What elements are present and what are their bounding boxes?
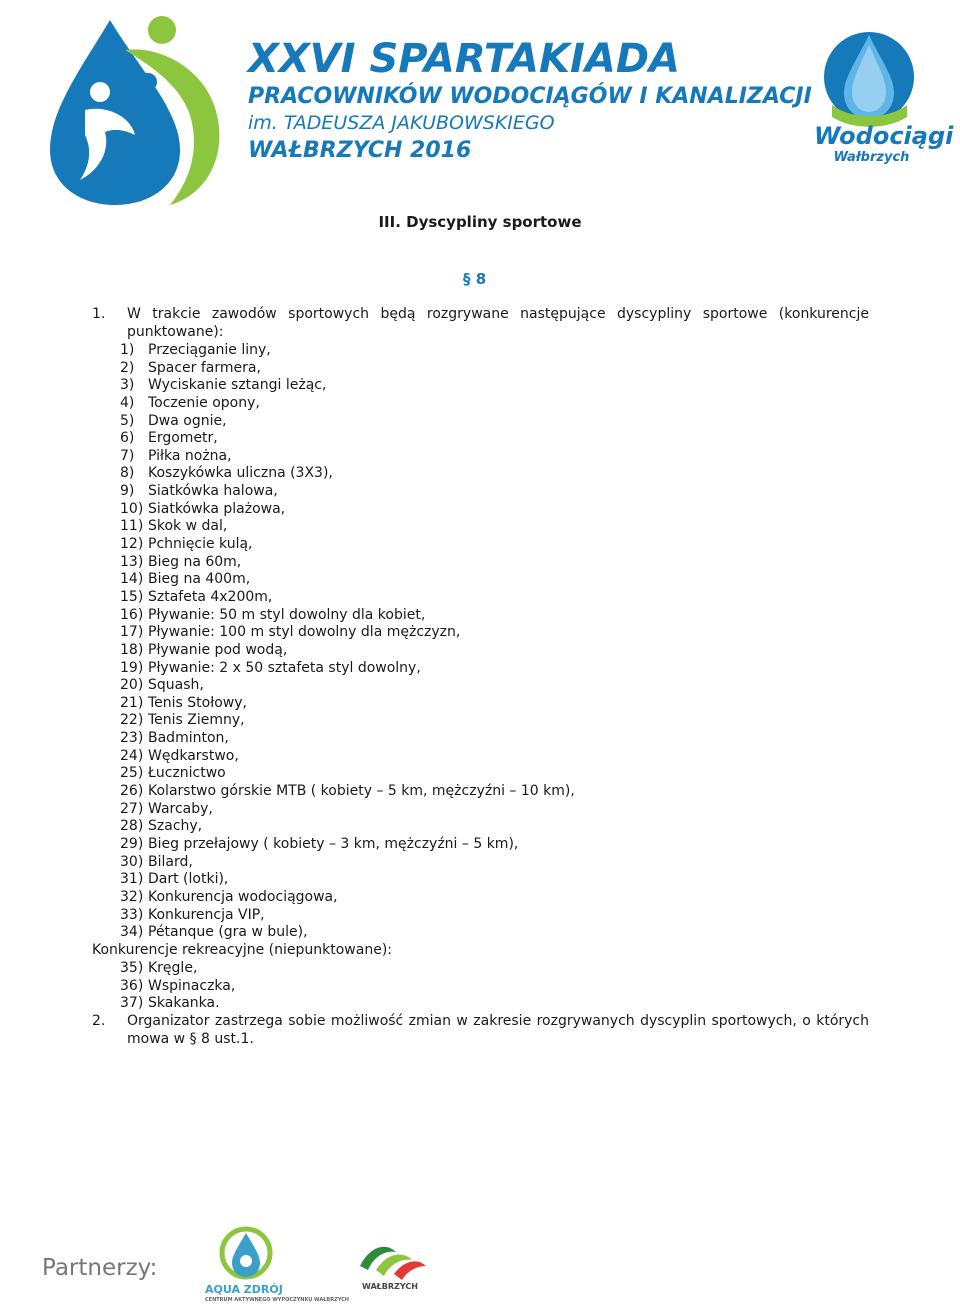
discipline-item bbox=[120, 907, 575, 925]
event-subtitle: PRACOWNIKÓW WODOCIĄGÓW I KANALIZACJI bbox=[248, 84, 812, 109]
discipline-item-number: 31) bbox=[120, 871, 144, 888]
discipline-item bbox=[120, 377, 575, 395]
discipline-item-number: 5) bbox=[120, 412, 135, 429]
discipline-item-number: 15) bbox=[120, 588, 144, 605]
recreational-list bbox=[120, 960, 235, 1013]
wodociagi-logo-text: Wodociągi bbox=[814, 122, 954, 150]
discipline-item-number: 11) bbox=[120, 518, 144, 535]
recreational-item-number: 37) bbox=[120, 995, 144, 1012]
discipline-item bbox=[120, 413, 575, 431]
discipline-item-number: 17) bbox=[120, 624, 144, 641]
discipline-item bbox=[120, 554, 575, 572]
discipline-item-label: Spacer farmera, bbox=[148, 359, 261, 376]
discipline-item-number: 26) bbox=[120, 783, 144, 800]
point-2-text: Organizator zastrzega sobie możliwość zmian w zakresie rozgrywanych dyscyplin sportowych, o których mowa w § 8 ust.1. bbox=[127, 1013, 869, 1047]
discipline-item bbox=[120, 712, 575, 730]
event-patron: im. TADEUSZA JAKUBOWSKIEGO bbox=[248, 112, 555, 134]
recreational-item-number: 36) bbox=[120, 977, 144, 994]
discipline-item-number: 6) bbox=[120, 430, 135, 447]
discipline-item-label: Sztafeta 4x200m, bbox=[148, 588, 273, 605]
discipline-item-label: Dwa ognie, bbox=[148, 412, 227, 429]
point-1-number: 1. bbox=[92, 306, 106, 322]
section-heading: III. Dyscypliny sportowe bbox=[378, 213, 582, 231]
discipline-item-number: 28) bbox=[120, 818, 144, 835]
discipline-item bbox=[120, 677, 575, 695]
discipline-item bbox=[120, 695, 575, 713]
discipline-item-label: Pływanie: 100 m styl dowolny dla mężczyzn, bbox=[148, 624, 461, 641]
disciplines-list bbox=[120, 342, 575, 942]
recreational-item-label: Kręgle, bbox=[148, 960, 198, 976]
discipline-item-label: Pływanie pod wodą, bbox=[148, 641, 288, 658]
discipline-item-label: Przeciąganie liny, bbox=[148, 342, 271, 358]
discipline-item-label: Pływanie: 50 m styl dowolny dla kobiet, bbox=[148, 606, 426, 623]
discipline-item bbox=[120, 536, 575, 554]
discipline-item-label: Konkurencja wodociągowa, bbox=[148, 888, 338, 905]
discipline-item-number: 4) bbox=[120, 394, 135, 411]
discipline-item-label: Dart (lotki), bbox=[148, 871, 229, 888]
discipline-item-label: Konkurencja VIP, bbox=[148, 906, 265, 923]
discipline-item-label: Szachy, bbox=[148, 818, 203, 835]
partners-label: Partnerzy: bbox=[42, 1255, 158, 1281]
point-1-text: W trakcie zawodów sportowych będą rozgrywane następujące dyscypliny sportowe (konkurencje punktowane): bbox=[127, 306, 869, 340]
discipline-item-number: 24) bbox=[120, 747, 144, 764]
discipline-item bbox=[120, 465, 575, 483]
discipline-item-label: Koszykówka uliczna (3X3), bbox=[148, 465, 333, 482]
wodociagi-logo-subtext: Wałbrzych bbox=[833, 150, 910, 165]
discipline-item-label: Ergometr, bbox=[148, 430, 218, 447]
recreational-item bbox=[120, 960, 235, 978]
discipline-item bbox=[120, 765, 575, 783]
discipline-item-label: Siatkówka plażowa, bbox=[148, 500, 286, 517]
discipline-item-label: Wyciskanie sztangi leżąc, bbox=[148, 377, 327, 394]
discipline-item-label: Pchnięcie kulą, bbox=[148, 536, 253, 553]
point-2-number: 2. bbox=[92, 1013, 106, 1029]
discipline-item bbox=[120, 871, 575, 889]
discipline-item-number: 20) bbox=[120, 677, 144, 694]
discipline-item-label: Bilard, bbox=[148, 853, 193, 870]
discipline-item bbox=[120, 748, 575, 766]
discipline-item-number: 29) bbox=[120, 835, 144, 852]
discipline-item-label: Pétanque (gra w bule), bbox=[148, 924, 308, 941]
discipline-item-number: 32) bbox=[120, 888, 144, 905]
discipline-item-label: Badminton, bbox=[148, 730, 229, 747]
aqua-zdroj-caption: AQUA ZDRÓJ bbox=[205, 1283, 283, 1296]
recreational-heading: Konkurencje rekreacyjne (niepunktowane): bbox=[92, 942, 393, 958]
discipline-item bbox=[120, 660, 575, 678]
discipline-item bbox=[120, 642, 575, 660]
discipline-item-number: 3) bbox=[120, 377, 135, 394]
discipline-item-label: Kolarstwo górskie MTB ( kobiety – 5 km, mężczyźni – 10 km), bbox=[148, 783, 575, 800]
discipline-item-number: 23) bbox=[120, 730, 144, 747]
discipline-item-number: 18) bbox=[120, 641, 144, 658]
discipline-item-number: 27) bbox=[120, 800, 144, 817]
discipline-item bbox=[120, 360, 575, 378]
paragraph-number: § 8 bbox=[463, 270, 487, 288]
discipline-item bbox=[120, 518, 575, 536]
walbrzych-caption: WAŁBRZYCH bbox=[362, 1282, 418, 1291]
discipline-item-label: Warcaby, bbox=[148, 800, 213, 817]
discipline-item bbox=[120, 501, 575, 519]
discipline-item-number: 16) bbox=[120, 606, 144, 623]
discipline-item bbox=[120, 571, 575, 589]
recreational-item-label: Skakanka. bbox=[148, 995, 220, 1012]
discipline-item-number: 21) bbox=[120, 694, 144, 711]
discipline-item-label: Bieg na 400m, bbox=[148, 571, 251, 588]
discipline-item bbox=[120, 924, 575, 942]
discipline-item-number: 14) bbox=[120, 571, 144, 588]
discipline-item-number: 34) bbox=[120, 924, 144, 941]
discipline-item-label: Wędkarstwo, bbox=[148, 747, 239, 764]
recreational-item bbox=[120, 978, 235, 996]
discipline-item-number: 19) bbox=[120, 659, 144, 676]
discipline-item-number: 13) bbox=[120, 553, 144, 570]
discipline-item bbox=[120, 801, 575, 819]
discipline-item bbox=[120, 836, 575, 854]
discipline-item-number: 33) bbox=[120, 906, 144, 923]
recreational-item-number: 35) bbox=[120, 960, 144, 976]
discipline-item-number: 9) bbox=[120, 483, 135, 500]
discipline-item-number: 22) bbox=[120, 712, 144, 729]
recreational-item bbox=[120, 995, 235, 1013]
discipline-item bbox=[120, 448, 575, 466]
discipline-item-label: Bieg na 60m, bbox=[148, 553, 242, 570]
event-location-year: WAŁBRZYCH 2016 bbox=[248, 138, 472, 163]
discipline-item-label: Tenis Ziemny, bbox=[148, 712, 245, 729]
discipline-item bbox=[120, 854, 575, 872]
discipline-item-number: 30) bbox=[120, 853, 144, 870]
discipline-item-label: Skok w dal, bbox=[148, 518, 228, 535]
discipline-item-number: 1) bbox=[120, 342, 135, 358]
event-title: XXVI SPARTAKIADA bbox=[248, 36, 680, 82]
discipline-item-label: Tenis Stołowy, bbox=[148, 694, 247, 711]
recreational-item-label: Wspinaczka, bbox=[148, 977, 236, 994]
discipline-item-number: 8) bbox=[120, 465, 135, 482]
discipline-item-label: Pływanie: 2 x 50 sztafeta styl dowolny, bbox=[148, 659, 421, 676]
discipline-item bbox=[120, 889, 575, 907]
discipline-item-label: Squash, bbox=[148, 677, 204, 694]
discipline-item-label: Bieg przełajowy ( kobiety – 3 km, mężczyźni – 5 km), bbox=[148, 835, 519, 852]
discipline-item-label: Siatkówka halowa, bbox=[148, 483, 278, 500]
discipline-item-number: 25) bbox=[120, 765, 144, 782]
discipline-item bbox=[120, 483, 575, 501]
discipline-item bbox=[120, 783, 575, 801]
discipline-item bbox=[120, 730, 575, 748]
discipline-item bbox=[120, 607, 575, 625]
discipline-item-number: 7) bbox=[120, 447, 135, 464]
discipline-item-number: 2) bbox=[120, 359, 135, 376]
discipline-item bbox=[120, 395, 575, 413]
discipline-item-label: Piłka nożna, bbox=[148, 447, 232, 464]
discipline-item bbox=[120, 430, 575, 448]
discipline-item-label: Łucznictwo bbox=[148, 765, 226, 782]
event-logo bbox=[40, 0, 240, 215]
discipline-item bbox=[120, 624, 575, 642]
discipline-item bbox=[120, 589, 575, 607]
discipline-item-number: 12) bbox=[120, 536, 144, 553]
discipline-item-label: Toczenie opony, bbox=[148, 394, 260, 411]
discipline-item bbox=[120, 818, 575, 836]
aqua-zdroj-subcaption: CENTRUM AKTYWNEGO WYPOCZYNKU WAŁBRZYCH bbox=[205, 1297, 349, 1303]
discipline-item bbox=[120, 342, 575, 360]
discipline-item-number: 10) bbox=[120, 500, 144, 517]
